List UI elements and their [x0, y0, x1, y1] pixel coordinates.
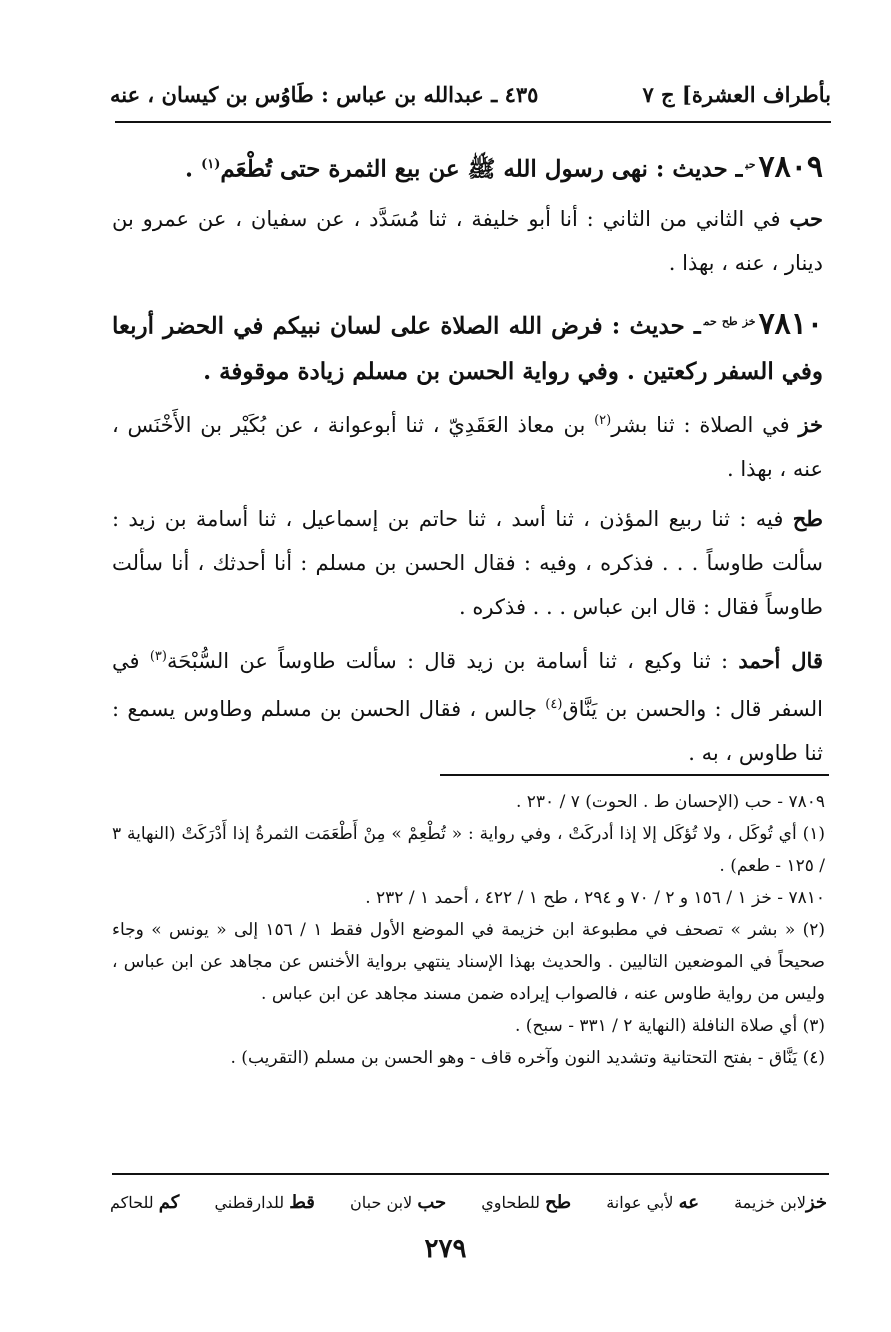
- abbreviation-code: خز: [805, 1191, 827, 1213]
- hadith-number: ٧٨١٠: [758, 306, 824, 342]
- source-code: حب: [789, 205, 823, 231]
- footnotes: [112, 786, 825, 1074]
- isnad-text: : ثنا وكيع ، ثنا أسامة بن زيد قال : سألت طاوساً عن السُّبْحَة: [166, 649, 739, 674]
- source-sigla: حب: [745, 158, 756, 171]
- abbreviation-name: لابن خزيمة: [734, 1192, 806, 1212]
- source-code: طح: [792, 506, 823, 532]
- header-divider: [115, 121, 831, 123]
- isnad-paragraph: [112, 635, 823, 775]
- abbreviation-code: كم: [158, 1191, 180, 1213]
- isnad-text: بن معاذ العَقَدِيّ ، ثنا أبوعوانة ، عن بُكَيْر بن الأَخْنَس ، عنه ، بهذا .: [112, 413, 823, 482]
- abbreviation: [606, 1192, 699, 1213]
- isnad-paragraph: [112, 197, 823, 285]
- isnad-text: في الثاني من الثاني : أنا أبو خليفة ، ثنا مُسَدَّد ، عن سفيان ، عن عمرو بن دينار ، عنه ، بهذا .: [112, 206, 823, 275]
- abbreviation-code: حب: [417, 1191, 447, 1213]
- hadith-text: ـ حديث : نهى رسول الله ﷺ عن بيع الثمرة حتى تُطْعَم: [220, 155, 743, 183]
- abbreviations-divider: [112, 1173, 829, 1175]
- header-volume-title: بأطراف العشرة] ج ٧: [642, 81, 831, 107]
- hadith-number: ٧٨٠٩: [758, 149, 823, 185]
- footnote-ref: (١): [201, 157, 221, 172]
- footnote: ٧٨١٠ - خز ١ / ١٥٦ و ٢ / ٧٠ و ٢٩٤ ، طح ١ / ٤٢٢ ، أحمد ١ / ٢٣٢ .: [365, 888, 825, 908]
- abbreviation-name: للحاكم: [110, 1192, 154, 1212]
- footnote-ref: (٢): [594, 413, 612, 429]
- source-code: قال أحمد: [738, 648, 823, 674]
- footnote: (٢) « بشر » تصحف في مطبوعة ابن خزيمة في الموضع الأول فقط ١ / ١٥٦ إلى « يونس » وجاء صحيحاً في الموضعين التاليين . والحديث بهذا الإسناد ينتهي برواية الأخنس عن مجاهد عن ابن عباس ، وليس من رواية طاوس عنه ، فالصواب إيراده ضمن مسند مجاهد عن ابن عباس .: [112, 920, 825, 1004]
- abbreviations-key: [110, 1182, 827, 1222]
- isnad-paragraph: [112, 399, 823, 491]
- source-sigla: خز طح حم: [703, 314, 756, 328]
- hadith-heading-7810: [112, 299, 823, 396]
- source-code: خز: [798, 412, 824, 438]
- abbreviation-code: عه: [678, 1191, 699, 1213]
- hadith-text: ـ حديث : فرض الله الصلاة على لسان نبيكم في الحضر أربعا وفي السفر ركعتين . وفي رواية الحسن بن مسلم زيادة موقوفة .: [112, 312, 823, 386]
- footnote: (٤) يَنَّاق - بفتح التحتانية وتشديد النون وآخره قاف - وهو الحسن بن مسلم (التقريب) .: [230, 1048, 825, 1068]
- header-section-title: ٤٣٥ ـ عبدالله بن عباس : طَاوُس بن كيسان ، عنه: [110, 81, 539, 107]
- hadith-heading-7809: [112, 142, 823, 193]
- abbreviation-code: قط: [289, 1191, 315, 1213]
- footnote-ref: (٣): [149, 649, 167, 665]
- footnote-divider: [440, 774, 829, 776]
- abbreviation: [214, 1192, 314, 1213]
- page-number: ٢٧٩: [424, 1234, 467, 1264]
- main-text: [112, 142, 823, 775]
- abbreviation: [110, 1192, 179, 1213]
- footnote: ٧٨٠٩ - حب (الإحسان ط . الحوت) ٧ / ٢٣٠ .: [515, 792, 825, 812]
- abbreviation: [734, 1192, 827, 1213]
- isnad-text: جالس ، فقال الحسن بن مسلم وطاوس يسمع : ثنا طاوس ، به .: [112, 697, 823, 766]
- abbreviation-code: طح: [545, 1191, 572, 1213]
- footnote: (٣) أي صلاة النافلة (النهاية ٢ / ٣٣١ - سبح) .: [515, 1016, 825, 1036]
- abbreviation: [481, 1192, 571, 1213]
- abbreviation-name: لأبي عوانة: [606, 1192, 674, 1212]
- isnad-text: في السفر قال : والحسن بن يَنَّاق: [112, 649, 823, 722]
- footnote-ref: (٤): [545, 697, 563, 713]
- isnad-paragraph: [112, 497, 823, 629]
- hadith-end: .: [185, 155, 202, 183]
- isnad-text: في الصلاة : ثنا بشر: [611, 413, 799, 438]
- abbreviation-name: للدارقطني: [214, 1192, 285, 1212]
- abbreviation: [350, 1192, 446, 1213]
- isnad-text: فيه : ثنا ربيع المؤذن ، ثنا أسد ، ثنا حاتم بن إسماعيل ، ثنا أسامة بن زيد : سألت طاوساً . . . فذكره ، وفيه : فقال الحسن بن مسلم : أنا أحدثك ، أنا سألت طاوساً فقال : قال ابن عباس . . . فذكره .: [112, 507, 823, 620]
- running-header: [110, 74, 831, 114]
- abbreviation-name: للطحاوي: [481, 1192, 541, 1212]
- footnote: (١) أي تُوكَل ، ولا تُؤكَل إلا إذا أدركَتْ ، وفي رواية : « تُطْعِمْ » مِنْ أَطْعَمَت الثمرةُ إذا أَدْرَكَتْ (النهاية ٣ / ١٢٥ - طعم) .: [112, 824, 825, 876]
- abbreviation-name: لابن حبان: [350, 1192, 413, 1212]
